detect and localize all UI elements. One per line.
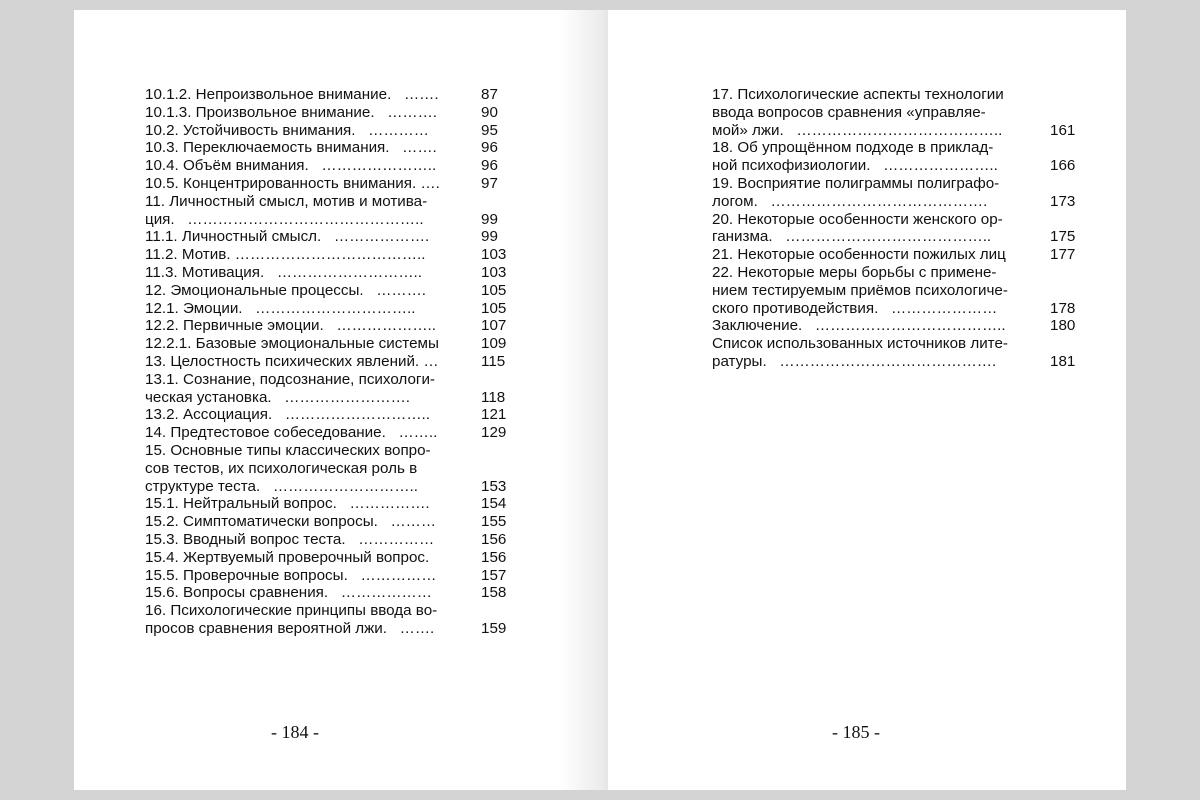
toc-entry-title-line: ского противодействия. …………………: [712, 299, 998, 317]
toc-entry-page-number: 115: [481, 352, 506, 370]
toc-entry: [145, 371, 515, 407]
toc-entry: [145, 584, 515, 602]
toc-entry-page-number: 178: [1050, 299, 1076, 317]
page-number: - 184 -: [271, 722, 319, 742]
toc-entry: [712, 246, 1088, 264]
toc-entry-title-line: 14. Предтестовое собеседование. ……..: [145, 424, 438, 442]
book-spine-shadow: [560, 10, 608, 790]
toc-entry-title-line: 12.2.1. Базовые эмоциональные системы: [145, 335, 439, 353]
toc-entry: [145, 549, 515, 567]
page-number: - 185 -: [832, 722, 880, 742]
toc-entry: [145, 513, 515, 531]
toc-entry-title-line: 11. Личностный смысл, мотив и мотива-: [145, 192, 428, 210]
toc-entry-page-number: 105: [481, 299, 507, 317]
toc-entry: [712, 317, 1088, 335]
toc-entry-title-line: 11.2. Мотив. ………………………………..: [145, 246, 426, 264]
toc-entry: [145, 86, 515, 104]
toc-entry-page-number: 156: [481, 548, 507, 566]
toc-entry-page-number: 95: [481, 121, 498, 139]
toc-entry: [145, 442, 515, 495]
toc-entry-page-number: 161: [1050, 121, 1076, 139]
toc-entry-title-line: 11.3. Мотивация. ………………………..: [145, 263, 423, 281]
toc-entry: [712, 175, 1088, 211]
toc-entry-title-line: 12. Эмоциональные процессы. ……….: [145, 281, 427, 299]
toc-entry-title-line: ганизма. …………………………………..: [712, 228, 992, 246]
toc-entry-page-number: 103: [481, 246, 507, 264]
toc-entry-title-line: 15.1. Нейтральный вопрос. …………….: [145, 495, 430, 513]
toc-entry-page-number: 90: [481, 103, 498, 121]
toc-entry: [145, 282, 515, 300]
left-page: [74, 10, 560, 790]
toc-entry-page-number: 177: [1050, 246, 1076, 264]
toc-entry: [145, 406, 515, 424]
toc-entry: [145, 353, 515, 371]
toc-entry-title-line: 19. Восприятие полиграммы полиграфо-: [712, 174, 1000, 192]
toc-entry-title-line: 10.2. Устойчивость внимания. …………: [145, 121, 429, 139]
toc-entry-title-line: 15.3. Вводный вопрос теста. ……………: [145, 530, 435, 548]
toc-entry-title-line: просов сравнения вероятной лжи. …….: [145, 619, 435, 637]
toc-entry-page-number: 129: [481, 424, 507, 442]
toc-entry-page-number: 159: [481, 619, 507, 637]
toc-entry-page-number: 99: [481, 228, 498, 246]
toc-entry-title-line: мой» лжи. …………………………………..: [712, 121, 1003, 139]
toc-entry: [145, 175, 515, 193]
toc-entry-page-number: 153: [481, 477, 507, 495]
toc-entry: [145, 193, 515, 229]
book-spread: [74, 10, 1126, 790]
toc-entry-title-line: 13. Целостность психических явлений. …: [145, 352, 439, 370]
toc-entry-page-number: 166: [1050, 157, 1076, 175]
toc-entry-page-number: 103: [481, 263, 507, 281]
toc-entry-page-number: 155: [481, 513, 507, 531]
toc-entry: [712, 264, 1088, 317]
toc-entry-page-number: 96: [481, 157, 498, 175]
toc-entry-page-number: 157: [481, 566, 507, 584]
toc-entry: [145, 567, 515, 585]
toc-entry-page-number: 99: [481, 210, 498, 228]
toc-entry-title-line: Заключение. ………………………………..: [712, 317, 1006, 335]
toc-entry: [145, 246, 515, 264]
toc-entry-page-number: 105: [481, 281, 507, 299]
toc-entry-page-number: 156: [481, 530, 507, 548]
toc-entry-title-line: сов тестов, их психологическая роль в: [145, 459, 418, 477]
toc-entry-page-number: 180: [1050, 317, 1076, 335]
toc-entry-title-line: 12.1. Эмоции. …………………………..: [145, 299, 416, 317]
toc-entry: [712, 335, 1088, 371]
toc-entry-title-line: 10.1.3. Произвольное внимание. ……….: [145, 103, 438, 121]
toc-entry-title-line: 20. Некоторые особенности женского ор-: [712, 210, 1003, 228]
toc-entry-title-line: 18. Об упрощённом подходе в приклад-: [712, 139, 994, 157]
toc-entry: [145, 264, 515, 282]
toc-entry-title-line: 10.5. Концентрированность внимания. ….: [145, 174, 440, 192]
toc-entry: [145, 317, 515, 335]
toc-entry: [145, 495, 515, 513]
toc-entry: [145, 424, 515, 442]
toc-entry: [145, 300, 515, 318]
toc-entry-title-line: 21. Некоторые особенности пожилых лиц: [712, 246, 1006, 264]
toc-entry-title-line: Список использованных источников лите-: [712, 335, 1008, 353]
toc-entry-title-line: 12.2. Первичные эмоции. ………………..: [145, 317, 436, 335]
toc-entry-title-line: ной психофизиологии. …………………..: [712, 157, 998, 175]
toc-entry-page-number: 109: [481, 335, 507, 353]
toc-entry-title-line: ратуры. …………………………………….: [712, 352, 997, 370]
table-of-contents-right: [712, 86, 1088, 371]
toc-entry-title-line: 15.2. Симптоматически вопросы. ………: [145, 513, 437, 531]
toc-entry-page-number: 118: [481, 388, 506, 406]
toc-entry-title-line: 10.4. Объём внимания. …………………..: [145, 157, 437, 175]
toc-entry: [145, 602, 515, 638]
toc-entry-title-line: 15.4. Жертвуемый проверочный вопрос.: [145, 548, 430, 566]
toc-entry-page-number: 154: [481, 495, 507, 513]
toc-entry: [712, 86, 1088, 139]
toc-entry-title-line: 15. Основные типы классических вопро-: [145, 441, 431, 459]
toc-entry: [145, 228, 515, 246]
toc-entry-title-line: 10.3. Переключаемость внимания. …….: [145, 139, 437, 157]
toc-entry: [145, 531, 515, 549]
toc-entry-title-line: 16. Психологические принципы ввода во-: [145, 602, 438, 620]
table-of-contents-left: [145, 86, 515, 638]
toc-entry: [712, 139, 1088, 175]
toc-entry: [145, 157, 515, 175]
toc-entry-title-line: структуре теста. ………………………..: [145, 477, 418, 495]
toc-entry-page-number: 121: [481, 406, 507, 424]
toc-entry: [145, 122, 515, 140]
toc-entry-title-line: 17. Психологические аспекты технологии: [712, 86, 1004, 103]
toc-entry-title-line: 22. Некоторые меры борьбы с примене-: [712, 263, 997, 281]
toc-entry-title-line: логом. …………………………………….: [712, 192, 988, 210]
toc-entry: [145, 104, 515, 122]
toc-entry-page-number: 96: [481, 139, 498, 157]
toc-entry-page-number: 173: [1050, 192, 1076, 210]
toc-entry-title-line: 15.5. Проверочные вопросы. ……………: [145, 566, 437, 584]
toc-entry-title-line: ческая установка. …………………….: [145, 388, 410, 406]
toc-entry-title-line: 13.1. Сознание, подсознание, психологи-: [145, 370, 435, 388]
toc-entry-title-line: 10.1.2. Непроизвольное внимание. …….: [145, 86, 439, 103]
right-page: [608, 10, 1126, 790]
toc-entry: [712, 211, 1088, 247]
toc-entry: [145, 139, 515, 157]
toc-entry-page-number: 181: [1050, 352, 1076, 370]
toc-entry-page-number: 87: [481, 86, 498, 103]
toc-entry-title-line: 11.1. Личностный смысл. ……………….: [145, 228, 430, 246]
toc-entry-title-line: ция. ………………………………………..: [145, 210, 424, 228]
toc-entry: [145, 335, 515, 353]
toc-entry-page-number: 158: [481, 584, 507, 602]
toc-entry-page-number: 175: [1050, 228, 1076, 246]
toc-entry-title-line: 15.6. Вопросы сравнения. ………………: [145, 584, 432, 602]
toc-entry-page-number: 107: [481, 317, 507, 335]
toc-entry-title-line: нием тестируемым приёмов психологиче-: [712, 281, 1008, 299]
toc-entry-page-number: 97: [481, 174, 498, 192]
toc-entry-title-line: ввода вопросов сравнения «управляе-: [712, 103, 986, 121]
toc-entry-title-line: 13.2. Ассоциация. ………………………..: [145, 406, 430, 424]
